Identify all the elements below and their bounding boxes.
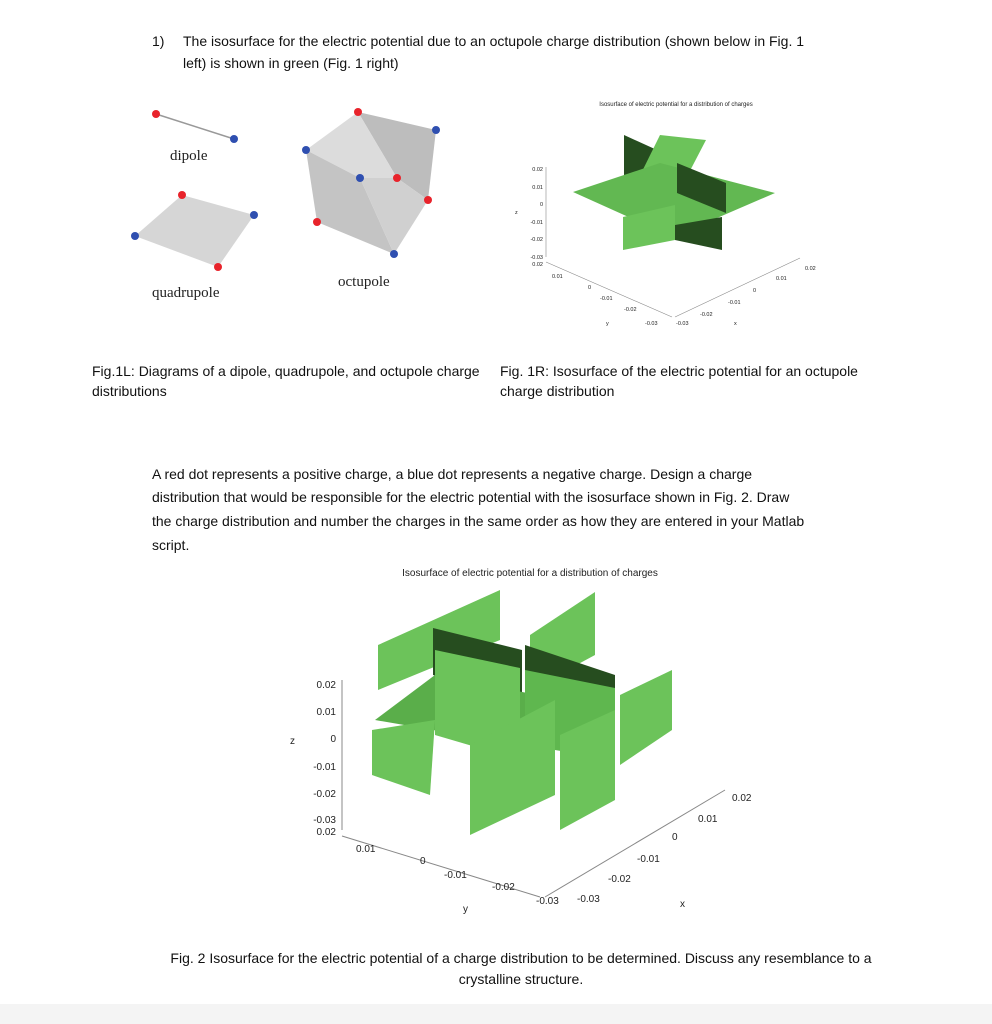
z-tick: 0.01 [316, 707, 336, 718]
dipole-label: dipole [170, 148, 208, 164]
quadrupole-label: quadrupole [152, 285, 220, 301]
isosurface-panel [620, 670, 672, 765]
isosurface-panel [372, 720, 435, 795]
z-tick: -0.03 [530, 255, 543, 261]
instructions-line2: distribution that would be responsible for the electric potential with the isosurface shown in Fig. 2. Draw [152, 489, 790, 505]
x-axis-label: x [680, 899, 685, 910]
plot-title: Isosurface of electric potential for a distribution of charges [599, 102, 753, 108]
negative-charge [230, 135, 238, 143]
fig1L-charge-diagrams [120, 100, 490, 310]
z-tick: -0.01 [313, 762, 336, 773]
instructions-line3: the charge distribution and number the charges in the same order as how they are entered in your Matlab [152, 513, 805, 529]
x-tick: -0.03 [577, 894, 600, 905]
z-tick: -0.01 [530, 220, 543, 226]
fig2-caption-line1: Fig. 2 Isosurface for the electric potential of a charge distribution to be determined. Discuss any resemblance to a [170, 950, 872, 966]
z-axis-label: z [290, 736, 295, 747]
positive-charge [178, 191, 186, 199]
quadrupole-plane [135, 195, 254, 267]
x-tick: -0.03 [676, 321, 689, 327]
y-tick: 0 [420, 856, 426, 867]
y-axis-label: y [606, 321, 609, 327]
x-tick: 0.02 [805, 266, 816, 272]
y-tick: -0.02 [624, 307, 637, 313]
z-tick: 0.02 [316, 680, 336, 691]
x-tick: -0.01 [637, 854, 660, 865]
x-tick: 0 [753, 288, 757, 294]
z-tick: -0.02 [530, 237, 543, 243]
fig1R-caption-line1: Fig. 1R: Isosurface of the electric potential for an octupole [500, 363, 858, 379]
y-tick: 0 [588, 285, 592, 291]
z-axis-label: z [515, 210, 518, 216]
y-tick: 0.02 [316, 827, 336, 838]
x-tick: 0 [672, 832, 678, 843]
fig1R-isosurface-plot [500, 95, 820, 335]
y-tick: -0.03 [536, 896, 559, 907]
y-tick: -0.02 [492, 882, 515, 893]
instructions-line1: A red dot represents a positive charge, a blue dot represents a negative charge. Design a charge [152, 466, 753, 482]
fig2-isosurface-plot [270, 560, 770, 920]
question-text-line2: left) is shown in green (Fig. 1 right) [183, 55, 399, 71]
negative-charge [131, 232, 139, 240]
x-tick: 0.01 [776, 276, 787, 282]
instructions-line4: script. [152, 537, 190, 553]
fig1L-caption-line1: Fig.1L: Diagrams of a dipole, quadrupole, and octupole charge [92, 363, 480, 379]
y-axis [546, 262, 672, 317]
y-tick: -0.01 [444, 870, 467, 881]
y-axis-label: y [463, 904, 468, 915]
z-tick: 0.02 [532, 167, 543, 173]
x-tick: -0.02 [700, 312, 713, 318]
y-tick: 0.01 [552, 274, 563, 280]
page-bottom-strip [0, 1004, 992, 1024]
positive-charge [313, 218, 321, 226]
x-tick: -0.02 [608, 874, 631, 885]
positive-charge [354, 108, 362, 116]
positive-charge [214, 263, 222, 271]
dipole-bond [156, 114, 234, 139]
positive-charge [424, 196, 432, 204]
y-tick: 0.02 [532, 262, 543, 268]
negative-charge [390, 250, 398, 258]
z-tick: -0.03 [313, 815, 336, 826]
z-tick: -0.02 [313, 789, 336, 800]
fig2-caption-line2: crystalline structure. [458, 971, 584, 987]
question-text-line1: The isosurface for the electric potential due to an octupole charge distribution (shown below in Fig. 1 [183, 33, 805, 49]
fig1R-caption-line2: charge distribution [500, 383, 615, 399]
z-tick: 0.01 [532, 185, 543, 191]
y-tick: 0.01 [356, 844, 376, 855]
y-tick: -0.01 [600, 296, 613, 302]
fig1L-caption-line2: distributions [92, 383, 167, 399]
x-tick: 0.02 [732, 793, 752, 804]
z-tick: 0 [539, 202, 543, 208]
octupole-label: octupole [338, 274, 390, 290]
y-tick: -0.03 [645, 321, 658, 327]
x-axis-label: x [734, 321, 737, 327]
question-number: 1) [152, 33, 165, 49]
negative-charge [432, 126, 440, 134]
x-tick: -0.01 [728, 300, 741, 306]
negative-charge [356, 174, 364, 182]
plot-title: Isosurface of electric potential for a distribution of charges [402, 568, 658, 579]
positive-charge [393, 174, 401, 182]
x-axis [675, 258, 800, 317]
z-tick: 0 [330, 734, 336, 745]
negative-charge [302, 146, 310, 154]
positive-charge [152, 110, 160, 118]
negative-charge [250, 211, 258, 219]
x-tick: 0.01 [698, 814, 718, 825]
